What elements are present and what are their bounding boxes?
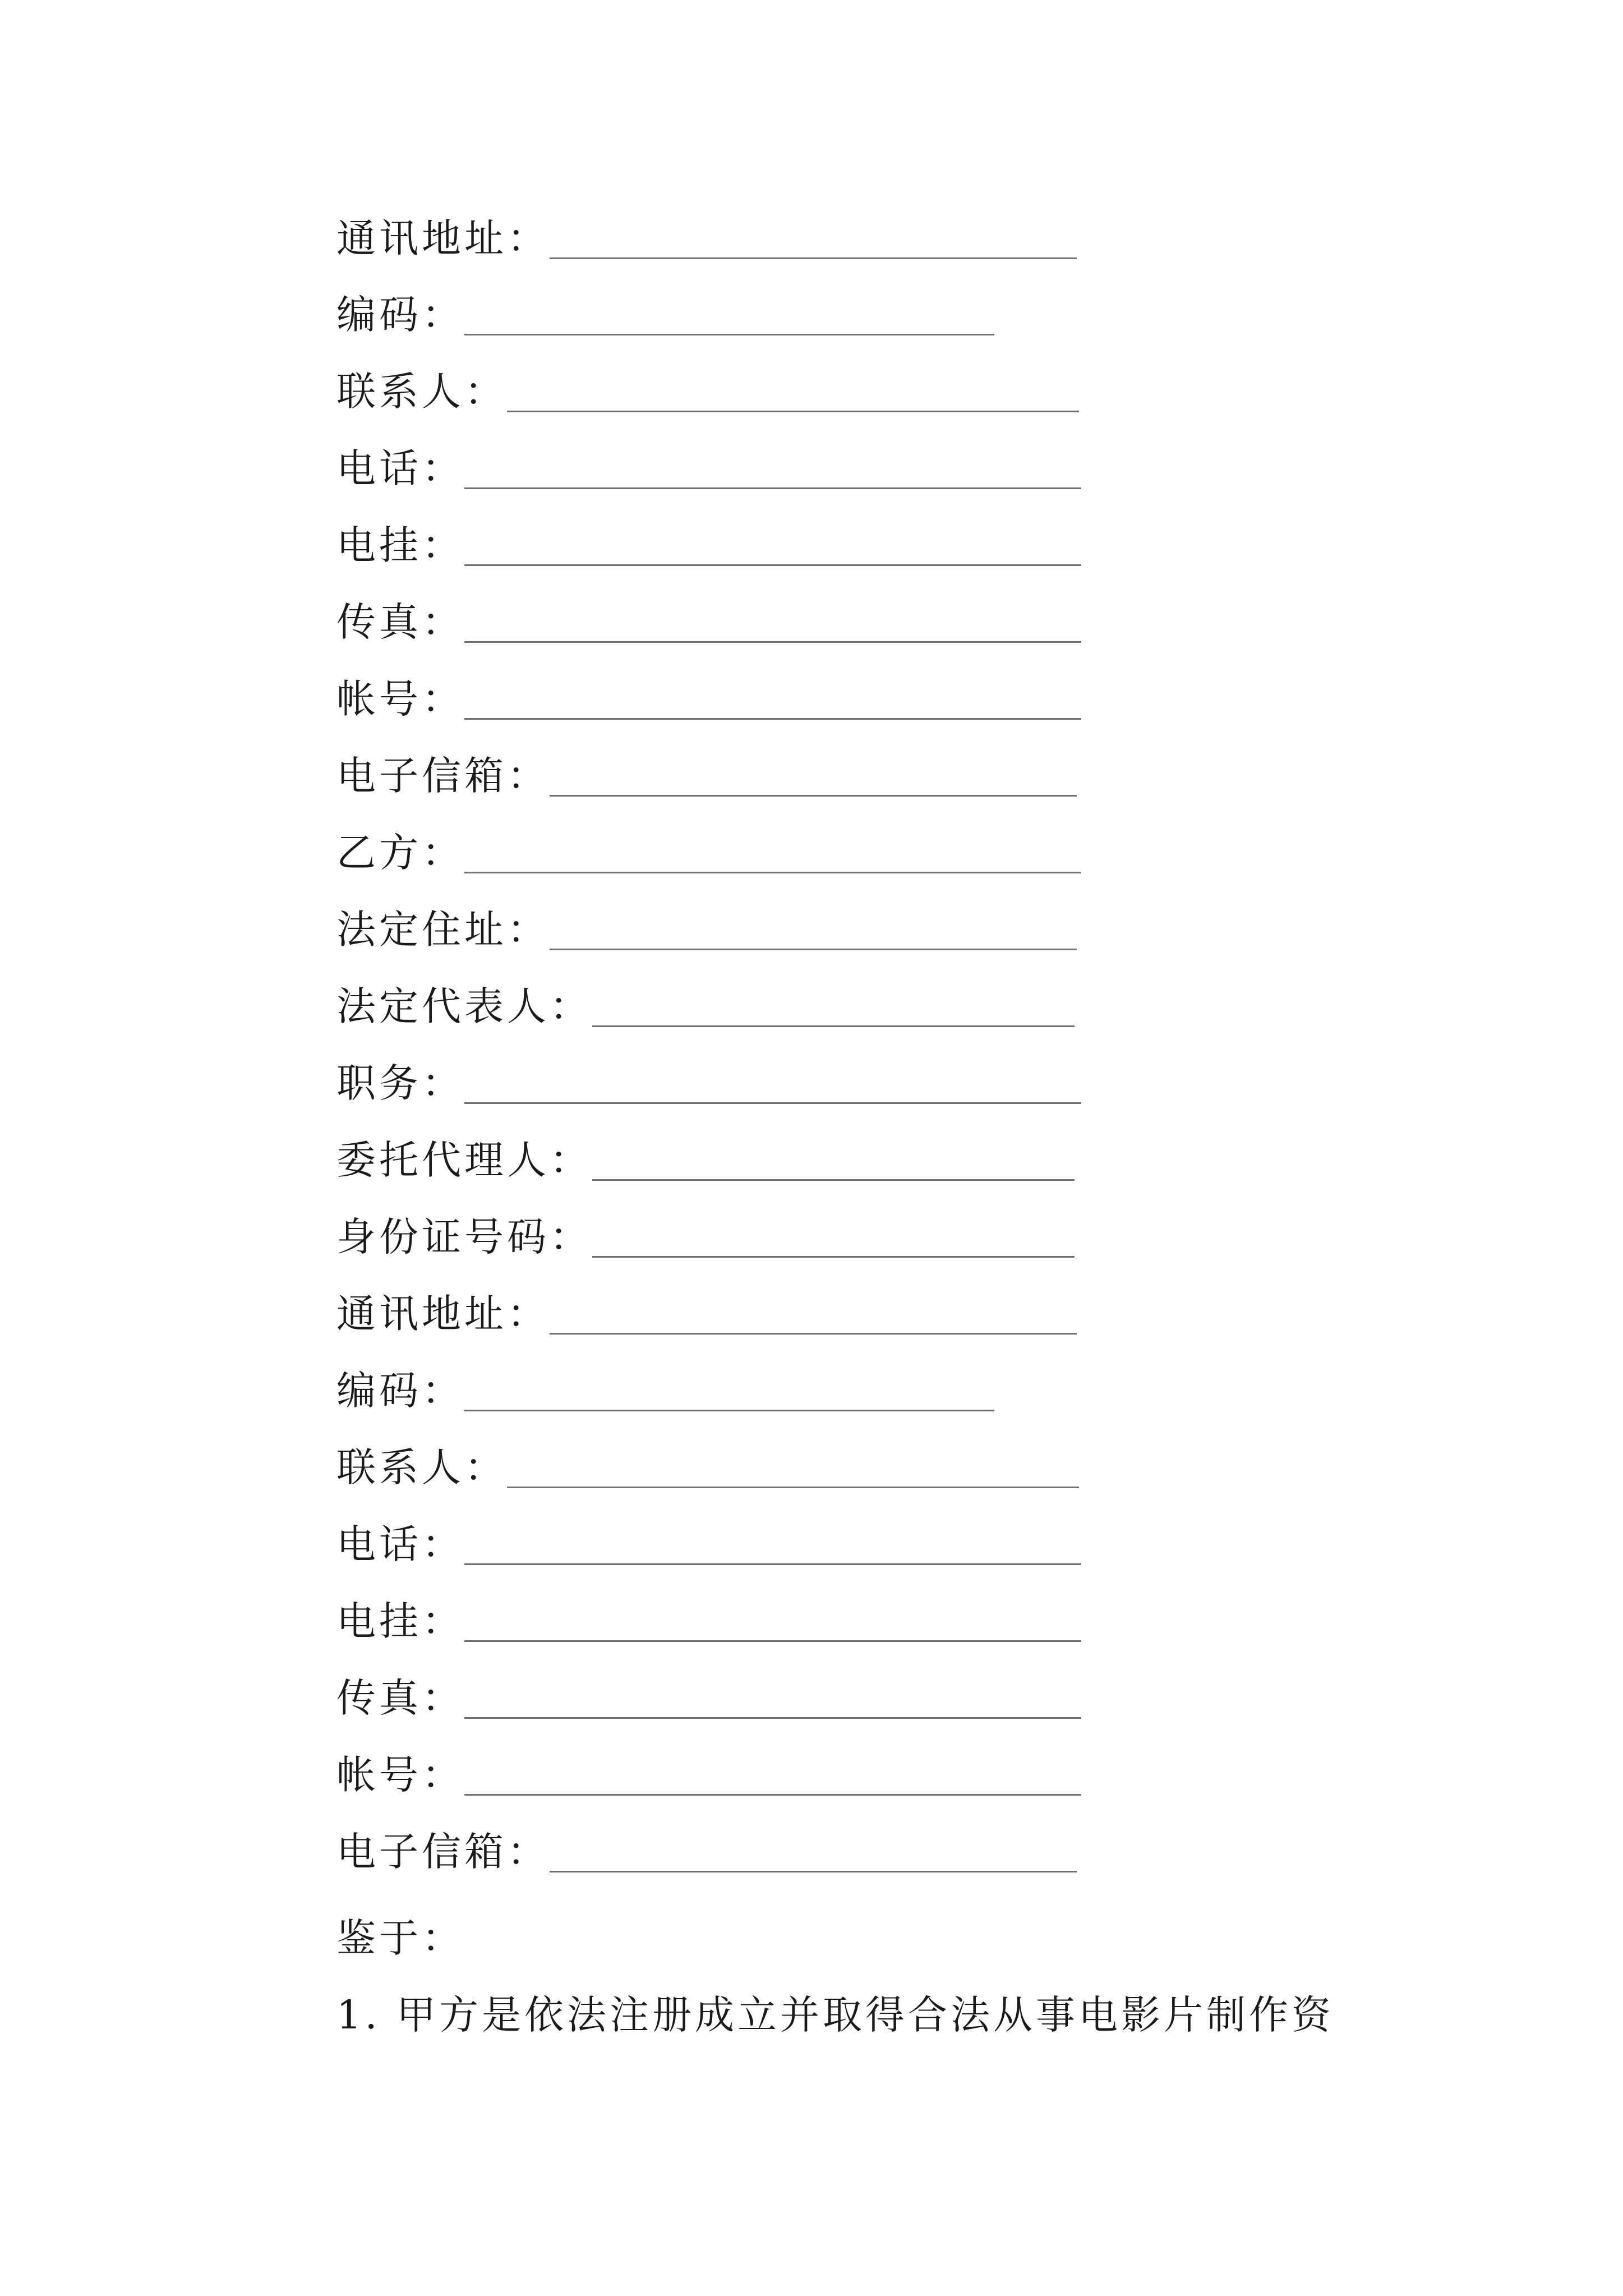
field-cable-a: [336, 514, 1081, 570]
fill-in-blank[interactable]: [592, 1025, 1075, 1027]
fill-in-blank[interactable]: [592, 1256, 1075, 1258]
fill-in-blank[interactable]: [464, 334, 994, 335]
field-label: 传真：: [336, 1675, 464, 1721]
field-email-b: [336, 1821, 1077, 1877]
fill-in-blank[interactable]: [464, 487, 1081, 489]
field-label: 乙方：: [336, 830, 464, 876]
field-email-a: [336, 745, 1077, 801]
field-label: 法定住址：: [336, 907, 550, 953]
field-label: 联系人：: [336, 1444, 507, 1490]
field-mailing-address-a: [336, 208, 1077, 264]
field-phone-a: [336, 438, 1081, 494]
clause-1-text: 1. 甲方是依法注册成立并取得合法从事电影片制作资: [336, 1992, 1335, 2038]
fill-in-blank[interactable]: [507, 1487, 1079, 1488]
fill-in-blank[interactable]: [464, 1102, 1081, 1104]
field-party-b: [336, 822, 1081, 878]
fill-in-blank[interactable]: [550, 949, 1077, 950]
field-label: 帐号：: [336, 1752, 464, 1798]
field-account-a: [336, 668, 1081, 724]
field-label: 电话：: [336, 1521, 464, 1567]
fill-in-blank[interactable]: [464, 718, 1081, 720]
fill-in-blank[interactable]: [464, 641, 1081, 643]
field-label: 传真：: [336, 599, 464, 645]
field-label: 委托代理人：: [336, 1137, 592, 1183]
field-label: 电话：: [336, 445, 464, 491]
fill-in-blank[interactable]: [550, 1333, 1077, 1335]
field-label: 职务：: [336, 1060, 464, 1106]
fill-in-blank[interactable]: [464, 1717, 1081, 1719]
field-label: 电子信箱：: [336, 753, 550, 799]
field-label: 电挂：: [336, 522, 464, 568]
field-label: 帐号：: [336, 676, 464, 722]
field-phone-b: [336, 1513, 1081, 1570]
field-id-number-b: [336, 1206, 1075, 1262]
fill-in-blank[interactable]: [550, 1871, 1077, 1872]
field-label: 法定代表人：: [336, 983, 592, 1029]
field-contact-person-a: [336, 361, 1079, 417]
field-fax-a: [336, 591, 1081, 647]
field-mailing-address-b: [336, 1283, 1077, 1339]
fill-in-blank[interactable]: [464, 872, 1081, 873]
fill-in-blank[interactable]: [464, 1410, 994, 1411]
field-authorized-agent-b: [336, 1129, 1075, 1185]
fill-in-blank[interactable]: [592, 1179, 1075, 1181]
field-legal-address-b: [336, 899, 1077, 955]
field-account-b: [336, 1744, 1081, 1800]
fill-in-blank[interactable]: [464, 564, 1081, 566]
field-label: 联系人：: [336, 369, 507, 415]
fill-in-blank[interactable]: [464, 1640, 1081, 1642]
field-position-b: [336, 1052, 1081, 1108]
fill-in-blank[interactable]: [507, 411, 1079, 412]
field-legal-representative-b: [336, 976, 1075, 1032]
field-postcode-a: [336, 284, 994, 340]
field-label: 电子信箱：: [336, 1829, 550, 1875]
field-label: 电挂：: [336, 1598, 464, 1644]
field-cable-b: [336, 1590, 1081, 1646]
field-label: 编码：: [336, 1368, 464, 1414]
field-label: 编码：: [336, 292, 464, 338]
field-label: 通讯地址：: [336, 1291, 550, 1337]
field-postcode-b: [336, 1360, 994, 1416]
fill-in-blank[interactable]: [464, 1563, 1081, 1565]
fill-in-blank[interactable]: [550, 795, 1077, 797]
field-contact-person-b: [336, 1437, 1079, 1493]
fill-in-blank[interactable]: [464, 1794, 1081, 1796]
whereas-heading: 鉴于：: [336, 1915, 464, 1961]
fill-in-blank[interactable]: [550, 257, 1077, 259]
field-fax-b: [336, 1667, 1081, 1723]
field-label: 身份证号码：: [336, 1214, 592, 1260]
field-label: 通讯地址：: [336, 215, 550, 261]
